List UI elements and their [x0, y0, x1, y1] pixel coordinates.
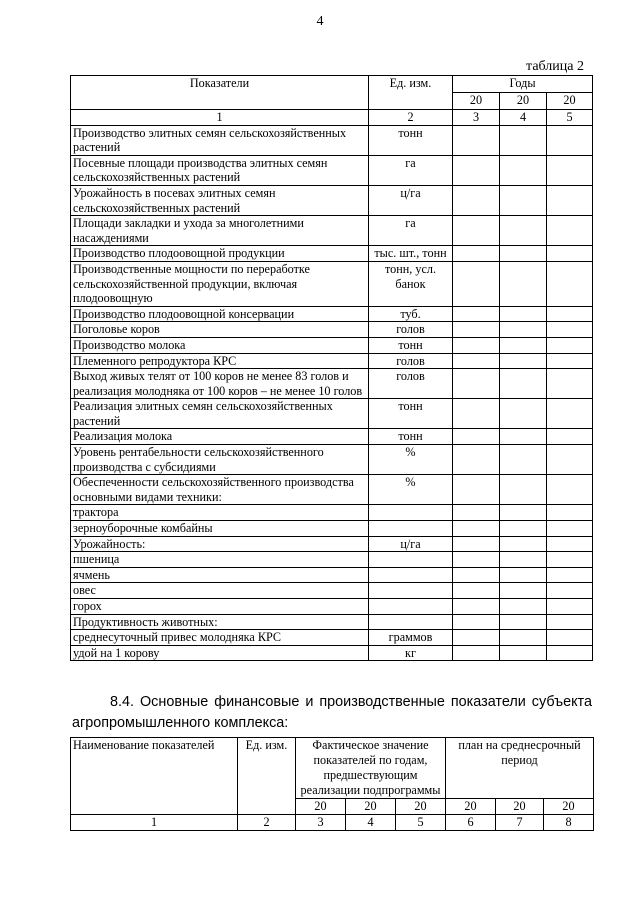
year-value-cell — [547, 505, 593, 521]
year-value-cell — [500, 630, 547, 646]
column-number: 1 — [71, 110, 369, 126]
indicator-unit — [369, 552, 453, 568]
year-value-cell — [500, 583, 547, 599]
column-number: 3 — [296, 815, 346, 831]
header-year: 20 — [296, 799, 346, 815]
indicator-unit: га — [369, 216, 453, 246]
year-value-cell — [453, 630, 500, 646]
table-row — [71, 337, 593, 353]
header-year: 20 — [453, 93, 500, 110]
year-value-cell — [547, 645, 593, 661]
indicator-name: трактора — [71, 505, 369, 521]
year-value-cell — [500, 353, 547, 369]
year-value-cell — [453, 399, 500, 429]
indicators-table — [70, 75, 593, 661]
indicator-name: Производственные мощности по переработке сельскохозяйственной продукции, включая плодоовощную — [71, 261, 369, 306]
year-value-cell — [453, 353, 500, 369]
table-row — [71, 155, 593, 185]
indicator-unit: тонн — [369, 125, 453, 155]
year-value-cell — [453, 155, 500, 185]
indicator-unit: голов — [369, 369, 453, 399]
header-indicator: Показатели — [71, 76, 369, 110]
year-value-cell — [453, 369, 500, 399]
header-year: 20 — [496, 799, 544, 815]
indicator-unit: % — [369, 445, 453, 475]
indicator-name: Поголовье коров — [71, 322, 369, 338]
year-value-cell — [547, 337, 593, 353]
indicator-name: ячмень — [71, 567, 369, 583]
table-row — [71, 322, 593, 338]
indicator-unit: голов — [369, 322, 453, 338]
year-value-cell — [547, 521, 593, 537]
year-value-cell — [500, 261, 547, 306]
year-value-cell — [500, 216, 547, 246]
year-value-cell — [500, 337, 547, 353]
year-value-cell — [500, 567, 547, 583]
year-value-cell — [547, 185, 593, 215]
header-year: 20 — [446, 799, 496, 815]
year-value-cell — [547, 567, 593, 583]
indicator-unit — [369, 599, 453, 615]
year-value-cell — [547, 429, 593, 445]
year-value-cell — [453, 583, 500, 599]
year-value-cell — [453, 429, 500, 445]
year-value-cell — [547, 216, 593, 246]
year-value-cell — [547, 125, 593, 155]
year-value-cell — [547, 536, 593, 552]
indicator-name: Урожайность: — [71, 536, 369, 552]
indicator-unit: граммов — [369, 630, 453, 646]
header-year: 20 — [500, 93, 547, 110]
header-year: 20 — [547, 93, 593, 110]
indicator-name: среднесуточный привес молодняка КРС — [71, 630, 369, 646]
indicator-unit: тонн — [369, 337, 453, 353]
header-unit: Ед. изм. — [369, 76, 453, 110]
year-value-cell — [453, 445, 500, 475]
year-value-cell — [453, 614, 500, 630]
indicator-unit: голов — [369, 353, 453, 369]
indicator-name: Реализация молока — [71, 429, 369, 445]
indicator-unit — [369, 583, 453, 599]
year-value-cell — [500, 521, 547, 537]
column-number: 4 — [346, 815, 396, 831]
indicator-name: Выход живых телят от 100 коров не менее 83 голов и реализация молодняка от 100 коров – не менее 10 голов — [71, 369, 369, 399]
indicator-unit: ц/га — [369, 536, 453, 552]
indicator-unit — [369, 521, 453, 537]
year-value-cell — [453, 552, 500, 568]
indicator-name: овес — [71, 583, 369, 599]
column-number: 2 — [369, 110, 453, 126]
indicator-name: пшеница — [71, 552, 369, 568]
year-value-cell — [453, 216, 500, 246]
table-row — [71, 369, 593, 399]
indicator-unit — [369, 505, 453, 521]
indicator-name: Посевные площади производства элитных семян сельскохозяйственных растений — [71, 155, 369, 185]
year-value-cell — [453, 337, 500, 353]
year-value-cell — [500, 369, 547, 399]
indicator-name: Уровень рентабельности сельскохозяйственного производства с субсидиями — [71, 445, 369, 475]
year-value-cell — [453, 645, 500, 661]
year-value-cell — [547, 599, 593, 615]
year-value-cell — [500, 322, 547, 338]
table-row — [71, 399, 593, 429]
column-number: 5 — [396, 815, 446, 831]
indicator-unit: ц/га — [369, 185, 453, 215]
indicator-unit: тыс. шт., тонн — [369, 246, 453, 262]
year-value-cell — [500, 125, 547, 155]
year-value-cell — [500, 445, 547, 475]
year-value-cell — [547, 552, 593, 568]
header-years: Годы — [453, 76, 593, 93]
indicator-unit: % — [369, 475, 453, 505]
year-value-cell — [453, 306, 500, 322]
table-row — [71, 125, 593, 155]
table-row — [71, 614, 593, 630]
header-plan: план на среднесрочный период — [446, 738, 594, 799]
financial-indicators-table — [70, 737, 594, 831]
table-row — [71, 353, 593, 369]
indicator-name: Площади закладки и ухода за многолетними насаждениями — [71, 216, 369, 246]
year-value-cell — [500, 155, 547, 185]
table-row — [71, 567, 593, 583]
year-value-cell — [500, 399, 547, 429]
table-row — [71, 552, 593, 568]
year-value-cell — [453, 521, 500, 537]
year-value-cell — [547, 445, 593, 475]
header-actual: Фактическое значение показателей по годам, предшествующим реализации подпрограммы — [296, 738, 446, 799]
year-value-cell — [547, 306, 593, 322]
year-value-cell — [453, 322, 500, 338]
table-row — [71, 475, 593, 505]
header-year: 20 — [396, 799, 446, 815]
year-value-cell — [500, 306, 547, 322]
page-number: 4 — [316, 14, 324, 29]
year-value-cell — [453, 536, 500, 552]
year-value-cell — [453, 567, 500, 583]
year-value-cell — [547, 246, 593, 262]
year-value-cell — [547, 369, 593, 399]
table-row — [71, 599, 593, 615]
section-title: 8.4. Основные финансовые и производственные показатели субъекта агропромышленного комплекса: — [72, 694, 592, 731]
year-value-cell — [500, 536, 547, 552]
indicator-name: Производство элитных семян сельскохозяйственных растений — [71, 125, 369, 155]
year-value-cell — [500, 552, 547, 568]
year-value-cell — [500, 614, 547, 630]
year-value-cell — [547, 322, 593, 338]
indicator-name: Продуктивность животных: — [71, 614, 369, 630]
column-number: 1 — [71, 815, 238, 831]
year-value-cell — [547, 399, 593, 429]
table-row — [71, 429, 593, 445]
year-value-cell — [547, 261, 593, 306]
indicator-unit: га — [369, 155, 453, 185]
table-row — [71, 583, 593, 599]
year-value-cell — [453, 261, 500, 306]
year-value-cell — [500, 505, 547, 521]
year-value-cell — [547, 630, 593, 646]
indicator-name: Производство плодоовощной продукции — [71, 246, 369, 262]
column-number: 6 — [446, 815, 496, 831]
year-value-cell — [547, 155, 593, 185]
year-value-cell — [500, 429, 547, 445]
year-value-cell — [500, 645, 547, 661]
year-value-cell — [453, 599, 500, 615]
table-row — [71, 261, 593, 306]
indicator-name: Производство плодоовощной консервации — [71, 306, 369, 322]
table-row — [71, 306, 593, 322]
year-value-cell — [547, 475, 593, 505]
indicator-name: Реализация элитных семян сельскохозяйственных растений — [71, 399, 369, 429]
indicator-unit: тонн — [369, 429, 453, 445]
indicator-name: Производство молока — [71, 337, 369, 353]
table-caption: таблица 2 — [526, 59, 584, 74]
year-value-cell — [547, 583, 593, 599]
column-number: 2 — [238, 815, 296, 831]
year-value-cell — [500, 246, 547, 262]
indicator-unit — [369, 614, 453, 630]
header-year: 20 — [544, 799, 594, 815]
indicator-name: Обеспеченности сельскохозяйственного производства основными видами техники: — [71, 475, 369, 505]
column-number: 5 — [547, 110, 593, 126]
table-row — [71, 536, 593, 552]
table-row — [71, 521, 593, 537]
column-number: 3 — [453, 110, 500, 126]
header-year: 20 — [346, 799, 396, 815]
table-row — [71, 445, 593, 475]
indicator-name: зерноуборочные комбайны — [71, 521, 369, 537]
indicator-unit: тонн — [369, 399, 453, 429]
year-value-cell — [547, 614, 593, 630]
table-row — [71, 505, 593, 521]
year-value-cell — [453, 185, 500, 215]
indicator-name: горох — [71, 599, 369, 615]
indicator-unit — [369, 567, 453, 583]
header-name: Наименование показателей — [71, 738, 238, 815]
year-value-cell — [453, 246, 500, 262]
header-unit: Ед. изм. — [238, 738, 296, 815]
table-row — [71, 185, 593, 215]
year-value-cell — [453, 475, 500, 505]
column-number: 7 — [496, 815, 544, 831]
indicator-unit: кг — [369, 645, 453, 661]
year-value-cell — [500, 185, 547, 215]
table-row — [71, 645, 593, 661]
table-row — [71, 246, 593, 262]
year-value-cell — [453, 505, 500, 521]
indicator-unit: туб. — [369, 306, 453, 322]
year-value-cell — [547, 353, 593, 369]
year-value-cell — [453, 125, 500, 155]
year-value-cell — [500, 475, 547, 505]
table-row — [71, 216, 593, 246]
indicator-name: удой на 1 корову — [71, 645, 369, 661]
year-value-cell — [500, 599, 547, 615]
indicator-name: Урожайность в посевах элитных семян сельскохозяйственных растений — [71, 185, 369, 215]
column-number: 8 — [544, 815, 594, 831]
column-number: 4 — [500, 110, 547, 126]
indicator-name: Племенного репродуктора КРС — [71, 353, 369, 369]
table-row — [71, 630, 593, 646]
indicator-unit: тонн, усл. банок — [369, 261, 453, 306]
